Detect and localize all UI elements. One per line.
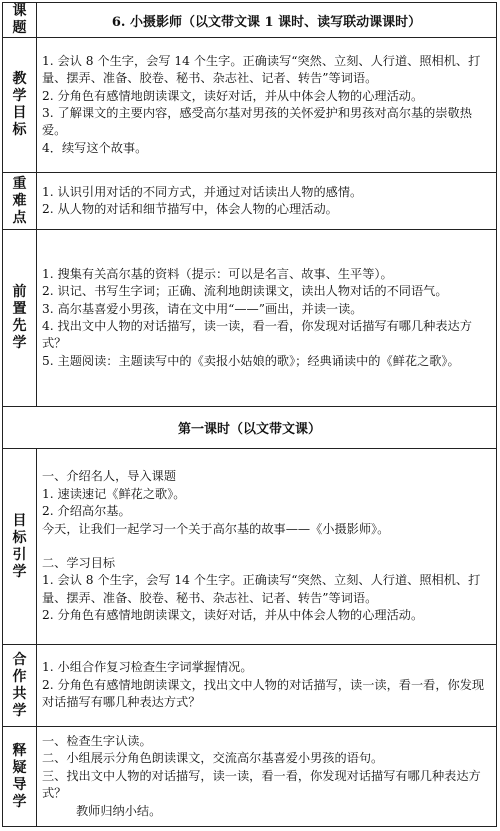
pre-study-item: 5. 主题阅读：主题读写中的《卖报小姑娘的歌》；经典诵读中的《鲜花之歌》。 <box>42 353 460 368</box>
row-topic <box>3 3 497 38</box>
label-char: 目 <box>12 105 27 121</box>
key-point-item: 1. 认识引用对话的不同方式，并通过对话读出人物的感情。 <box>42 184 363 199</box>
row-key-points <box>3 173 497 230</box>
label-char: 引 <box>12 546 27 563</box>
label-key-points <box>3 173 37 230</box>
goal-item: 1. 会认 8 个生字，会写 14 个生字。正确读写“突然、立刻、人行道、照相机、打量、摆弄、准备、胶卷、秘书、杂志社、记者、转告”等词语。 <box>42 53 481 86</box>
resolve-content <box>37 727 497 827</box>
row-target-guide <box>3 449 497 645</box>
row-pre-study <box>3 230 497 407</box>
label-char: 疑 <box>12 759 27 776</box>
guide-line: 二、学习目标 <box>42 556 116 570</box>
label-char: 先 <box>12 318 27 334</box>
label-char: 点 <box>12 209 27 226</box>
goal-item: 4．续写这个故事。 <box>42 140 148 155</box>
resolve-item: 一、检查生字认读。 <box>42 733 152 748</box>
label-char: 置 <box>12 301 27 317</box>
lesson-plan-table <box>2 2 497 827</box>
label-char: 题 <box>12 20 27 36</box>
cooperate-item: 1. 小组合作复习检查生字词掌握情况。 <box>42 660 253 675</box>
guide-line: 一、介绍名人，导入课题 <box>42 469 177 484</box>
goal-item: 2. 分角色有感情地朗读课文，读好对话，并从中体会人物的心理活动。 <box>42 88 424 103</box>
label-resolve <box>3 727 37 827</box>
pre-study-item: 1. 搜集有关高尔基的资料（提示：可以是名言、故事、生平等）。 <box>42 266 393 281</box>
guide-line: 今天，让我们一起学习一个关于高尔基的故事——《小摄影师》。 <box>42 521 390 536</box>
pre-study-item: 2. 识记、书写生字词；正确、流利地朗读课文，读出人物对话的不同语气。 <box>42 284 448 299</box>
label-char: 教 <box>12 71 27 87</box>
key-points-content <box>37 173 497 230</box>
row-resolve <box>3 727 497 827</box>
target-guide-content <box>37 449 497 645</box>
teaching-goals-content <box>37 38 497 173</box>
key-point-item: 2. 从人物的对话和细节描写中，体会人物的心理活动。 <box>42 202 338 216</box>
label-char: 标 <box>12 529 27 546</box>
resolve-item: 三、找出文中人物的对话描写，读一读，看一看，你发现对话描写有哪几种表达方式？ <box>42 768 481 801</box>
row-cooperative <box>3 645 497 727</box>
label-target-guide <box>3 449 37 645</box>
label-char: 前 <box>12 284 27 300</box>
goal-item: 3. 了解课文的主要内容，感受高尔基对男孩的关怀爱护和男孩对高尔基的崇敬热爱。 <box>42 106 472 138</box>
label-char: 学 <box>12 702 27 719</box>
label-pre-study <box>3 230 37 407</box>
row-lesson-one <box>3 407 497 449</box>
label-teaching-goals <box>3 38 37 173</box>
label-char: 目 <box>12 512 27 529</box>
label-cooperative <box>3 645 37 727</box>
label-char: 作 <box>12 668 27 685</box>
resolve-item: 二、小组展示分角色朗读课文，交流高尔基喜爱小男孩的语句。 <box>42 751 384 766</box>
pre-study-content <box>37 230 497 407</box>
label-char: 标 <box>12 122 27 138</box>
guide-line: 2. 分角色有感情地朗读课文，读好对话，并从中体会人物的心理活动。 <box>42 608 424 623</box>
cooperative-content <box>37 645 497 727</box>
label-char: 共 <box>12 685 27 702</box>
guide-line: 2. 介绍高尔基。 <box>42 504 131 519</box>
lesson-one-title: 第一课时（以文带文课） <box>3 407 497 449</box>
guide-line: 1. 速读速记《鲜花之歌》。 <box>42 486 186 501</box>
label-topic <box>3 3 37 38</box>
cooperate-item: 2. 分角色有感情地朗读课文，找出文中人物的对话描写，读一读，看一看，你发现对话描写有哪几种表达方式？ <box>42 677 485 710</box>
pre-study-item: 3. 高尔基喜爱小男孩，请在文中用“——”画出，并读一读。 <box>42 301 363 316</box>
label-char: 重 <box>12 175 27 192</box>
label-char: 学 <box>12 793 27 810</box>
teacher-note: 教师归纳小结。 <box>76 803 162 818</box>
label-char: 释 <box>12 742 27 759</box>
row-teaching-goals <box>3 38 497 173</box>
label-char: 合 <box>12 651 27 668</box>
label-char: 学 <box>12 335 27 351</box>
guide-spacer <box>42 538 490 555</box>
lesson-title: 6. 小摄影师（以文带文课 1 课时、读写联动课课时） <box>37 3 497 38</box>
guide-line: 1. 会认 8 个生字，会写 14 个生字。正确读写“突然、立刻、人行道、照相机、打量、摆弄、准备、胶卷、秘书、杂志社、记者、转告”等词语。 <box>42 573 481 605</box>
label-char: 学 <box>12 88 27 104</box>
label-char: 难 <box>12 192 27 209</box>
label-char: 课 <box>12 3 27 19</box>
label-char: 导 <box>12 776 27 793</box>
pre-study-item: 4. 找出文中人物的对话描写，读一读，看一看，你发现对话描写有哪几种表达方式？ <box>42 319 472 351</box>
label-char: 学 <box>12 563 27 580</box>
